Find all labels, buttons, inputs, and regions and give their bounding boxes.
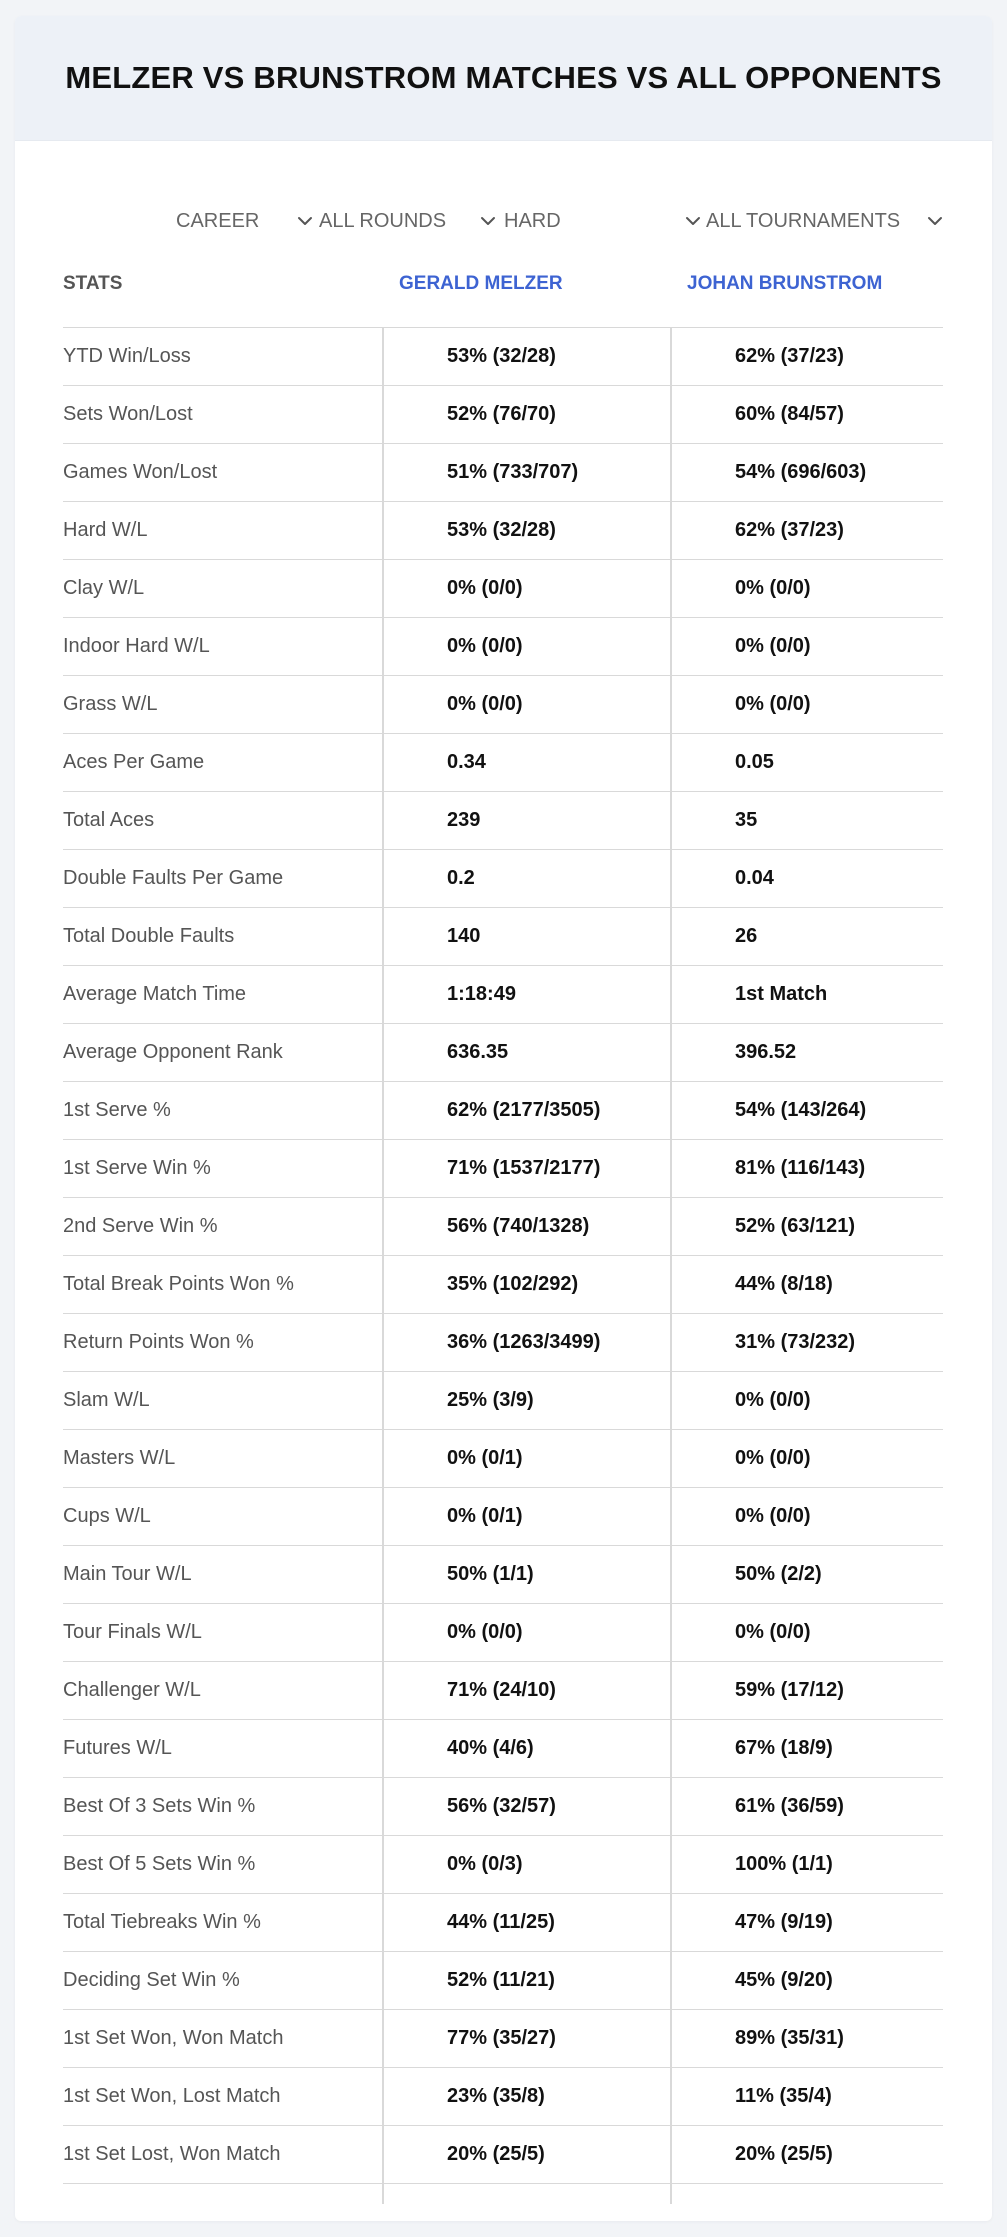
player1-value: 0% (0/1) bbox=[447, 1447, 523, 1469]
table-row bbox=[63, 1604, 943, 1662]
player2-value: 62% (37/23) bbox=[735, 345, 844, 367]
player2-value: 0% (0/0) bbox=[735, 1389, 811, 1411]
stat-label: Average Match Time bbox=[63, 983, 247, 1005]
player2-value: 0% (0/0) bbox=[735, 635, 811, 657]
player2-value: 54% (696/603) bbox=[735, 461, 867, 483]
table-row bbox=[63, 676, 943, 734]
table-row bbox=[63, 328, 943, 386]
chevron-down-icon bbox=[926, 212, 944, 230]
chevron-down-icon bbox=[479, 212, 497, 230]
player2-value: 89% (35/31) bbox=[735, 2027, 844, 2049]
player2-value: 35 bbox=[735, 809, 758, 831]
page-header bbox=[15, 16, 992, 141]
player2-value: 59% (17/12) bbox=[735, 1679, 844, 1701]
tournament-select-label: ALL TOURNAMENTS bbox=[706, 209, 901, 232]
period-select-label: CAREER bbox=[176, 209, 260, 232]
player2-value: 47% (9/19) bbox=[735, 1911, 833, 1933]
table-row bbox=[63, 1952, 943, 2010]
stat-label: 1st Serve Win % bbox=[63, 1157, 211, 1179]
player1-value: 40% (4/6) bbox=[447, 1737, 534, 1759]
player2-value: 81% (116/143) bbox=[735, 1157, 866, 1179]
player1-value: 44% (11/25) bbox=[447, 1911, 555, 1933]
table-row bbox=[63, 1140, 943, 1198]
table-row bbox=[63, 1024, 943, 1082]
player1-value: 23% (35/8) bbox=[447, 2085, 545, 2107]
player1-value: 35% (102/292) bbox=[447, 1273, 579, 1295]
stat-label: Best Of 3 Sets Win % bbox=[63, 1795, 256, 1817]
stat-label: Deciding Set Win % bbox=[63, 1969, 240, 1991]
stat-label: Hard W/L bbox=[63, 519, 148, 541]
table-row bbox=[63, 444, 943, 502]
table-row bbox=[63, 1546, 943, 1604]
player2-name-link[interactable]: JOHAN BRUNSTROM bbox=[687, 273, 883, 294]
round-select-label: ALL ROUNDS bbox=[319, 209, 447, 232]
stat-label: Total Double Faults bbox=[63, 925, 235, 947]
stat-label: Main Tour W/L bbox=[63, 1563, 192, 1585]
player2-value: 50% (2/2) bbox=[735, 1563, 822, 1585]
player1-value: 20% (25/5) bbox=[447, 2143, 545, 2165]
stat-label: Best Of 5 Sets Win % bbox=[63, 1853, 256, 1875]
player1-value: 77% (35/27) bbox=[447, 2027, 556, 2049]
stats-card bbox=[15, 16, 992, 2221]
table-row bbox=[63, 1372, 943, 1430]
stat-label: 1st Set Won, Won Match bbox=[63, 2027, 284, 2049]
player1-value: 52% (11/21) bbox=[447, 1969, 555, 1991]
table-row bbox=[63, 1894, 943, 1952]
stat-label: Tour Finals W/L bbox=[63, 1621, 202, 1643]
player1-value: 0% (0/0) bbox=[447, 635, 523, 657]
player2-value: 61% (36/59) bbox=[735, 1795, 844, 1817]
table-row bbox=[63, 792, 943, 850]
stat-label: Futures W/L bbox=[63, 1737, 172, 1759]
player1-value: 140 bbox=[447, 925, 481, 947]
chevron-down-icon bbox=[296, 212, 314, 230]
table-row bbox=[63, 2010, 943, 2068]
table-row bbox=[63, 966, 943, 1024]
player1-value: 0% (0/1) bbox=[447, 1505, 523, 1527]
stats-table-body bbox=[63, 328, 943, 2184]
stat-label: Return Points Won % bbox=[63, 1331, 254, 1353]
player1-value: 25% (3/9) bbox=[447, 1389, 534, 1411]
player2-value: 0% (0/0) bbox=[735, 1505, 811, 1527]
table-row bbox=[63, 1314, 943, 1372]
player2-value: 0% (0/0) bbox=[735, 577, 811, 599]
period-select[interactable] bbox=[176, 188, 316, 254]
table-row bbox=[63, 850, 943, 908]
table-row bbox=[63, 1198, 943, 1256]
filter-bar bbox=[15, 188, 992, 254]
stat-label: Slam W/L bbox=[63, 1389, 150, 1411]
table-row bbox=[63, 1488, 943, 1546]
table-row bbox=[63, 1430, 943, 1488]
player2-value: 396.52 bbox=[735, 1041, 797, 1063]
table-row bbox=[63, 560, 943, 618]
stat-label: Challenger W/L bbox=[63, 1679, 201, 1701]
player1-value: 636.35 bbox=[447, 1041, 509, 1063]
stat-label: Indoor Hard W/L bbox=[63, 635, 210, 657]
player2-value: 60% (84/57) bbox=[735, 403, 844, 425]
player2-value: 100% (1/1) bbox=[735, 1853, 833, 1875]
player2-value: 45% (9/20) bbox=[735, 1969, 833, 1991]
player1-value: 56% (32/57) bbox=[447, 1795, 556, 1817]
player1-value: 51% (733/707) bbox=[447, 461, 579, 483]
stat-label: Grass W/L bbox=[63, 693, 158, 715]
player1-value: 52% (76/70) bbox=[447, 403, 556, 425]
stat-label: 1st Serve % bbox=[63, 1099, 171, 1121]
player1-value: 0.2 bbox=[447, 867, 475, 889]
table-row bbox=[63, 1082, 943, 1140]
player2-value: 54% (143/264) bbox=[735, 1099, 867, 1121]
stat-label: Sets Won/Lost bbox=[63, 403, 193, 425]
table-row bbox=[63, 618, 943, 676]
player1-value: 56% (740/1328) bbox=[447, 1215, 590, 1237]
stat-label: Double Faults Per Game bbox=[63, 867, 284, 889]
player1-value: 1:18:49 bbox=[447, 983, 516, 1005]
player2-value: 67% (18/9) bbox=[735, 1737, 833, 1759]
stat-label: Total Aces bbox=[63, 809, 155, 831]
player1-value: 0% (0/0) bbox=[447, 1621, 523, 1643]
stat-label: 1st Set Won, Lost Match bbox=[63, 2085, 281, 2107]
surface-select[interactable] bbox=[504, 188, 704, 254]
stat-label: 2nd Serve Win % bbox=[63, 1215, 218, 1237]
player2-value: 20% (25/5) bbox=[735, 2143, 833, 2165]
table-row bbox=[63, 908, 943, 966]
stats-column-header: STATS bbox=[63, 273, 123, 294]
player2-value: 0% (0/0) bbox=[735, 1447, 811, 1469]
player2-value: 11% (35/4) bbox=[735, 2085, 832, 2107]
stats-table-header bbox=[63, 254, 943, 328]
player2-value: 0.05 bbox=[735, 751, 774, 773]
table-row bbox=[63, 1778, 943, 1836]
player1-value: 71% (24/10) bbox=[447, 1679, 556, 1701]
stat-label: Total Break Points Won % bbox=[63, 1273, 294, 1295]
stat-label: Games Won/Lost bbox=[63, 461, 218, 483]
stat-label: YTD Win/Loss bbox=[63, 345, 191, 367]
stat-label: Average Opponent Rank bbox=[63, 1041, 283, 1063]
player1-value: 50% (1/1) bbox=[447, 1563, 534, 1585]
player1-value: 36% (1263/3499) bbox=[447, 1331, 601, 1353]
player1-value: 53% (32/28) bbox=[447, 345, 556, 367]
player1-value: 0.34 bbox=[447, 751, 486, 773]
player1-value: 71% (1537/2177) bbox=[447, 1157, 601, 1179]
player1-value: 0% (0/3) bbox=[447, 1853, 523, 1875]
player2-value: 44% (8/18) bbox=[735, 1273, 833, 1295]
player2-value: 31% (73/232) bbox=[735, 1331, 856, 1353]
table-row bbox=[63, 1256, 943, 1314]
player2-value: 52% (63/121) bbox=[735, 1215, 856, 1237]
table-row bbox=[63, 2068, 943, 2126]
player1-value: 62% (2177/3505) bbox=[447, 1099, 601, 1121]
stat-label: Clay W/L bbox=[63, 577, 145, 599]
player1-value: 0% (0/0) bbox=[447, 577, 523, 599]
player1-name-link[interactable]: GERALD MELZER bbox=[399, 273, 563, 294]
page-title: MELZER VS BRUNSTROM MATCHES VS ALL OPPONENTS bbox=[65, 60, 942, 95]
tournament-select[interactable] bbox=[706, 188, 946, 254]
player2-value: 0% (0/0) bbox=[735, 693, 811, 715]
table-row bbox=[63, 386, 943, 444]
player2-value: 0.04 bbox=[735, 867, 774, 889]
player2-value: 1st Match bbox=[735, 983, 828, 1005]
player1-value: 239 bbox=[447, 809, 481, 831]
table-row bbox=[63, 1720, 943, 1778]
table-row bbox=[63, 2126, 943, 2184]
round-select[interactable] bbox=[319, 188, 499, 254]
stat-label: Aces Per Game bbox=[63, 751, 205, 773]
player2-value: 0% (0/0) bbox=[735, 1621, 811, 1643]
table-row bbox=[63, 1836, 943, 1894]
stat-label: Total Tiebreaks Win % bbox=[63, 1911, 261, 1933]
stat-label: 1st Set Lost, Won Match bbox=[63, 2143, 281, 2165]
chevron-down-icon bbox=[684, 212, 702, 230]
player2-value: 62% (37/23) bbox=[735, 519, 844, 541]
surface-select-label: HARD bbox=[504, 209, 561, 232]
player1-value: 53% (32/28) bbox=[447, 519, 556, 541]
stat-label: Cups W/L bbox=[63, 1505, 151, 1527]
stat-label: Masters W/L bbox=[63, 1447, 176, 1469]
table-row bbox=[63, 734, 943, 792]
table-row bbox=[63, 502, 943, 560]
table-row bbox=[63, 1662, 943, 1720]
player1-value: 0% (0/0) bbox=[447, 693, 523, 715]
player2-value: 26 bbox=[735, 925, 758, 947]
